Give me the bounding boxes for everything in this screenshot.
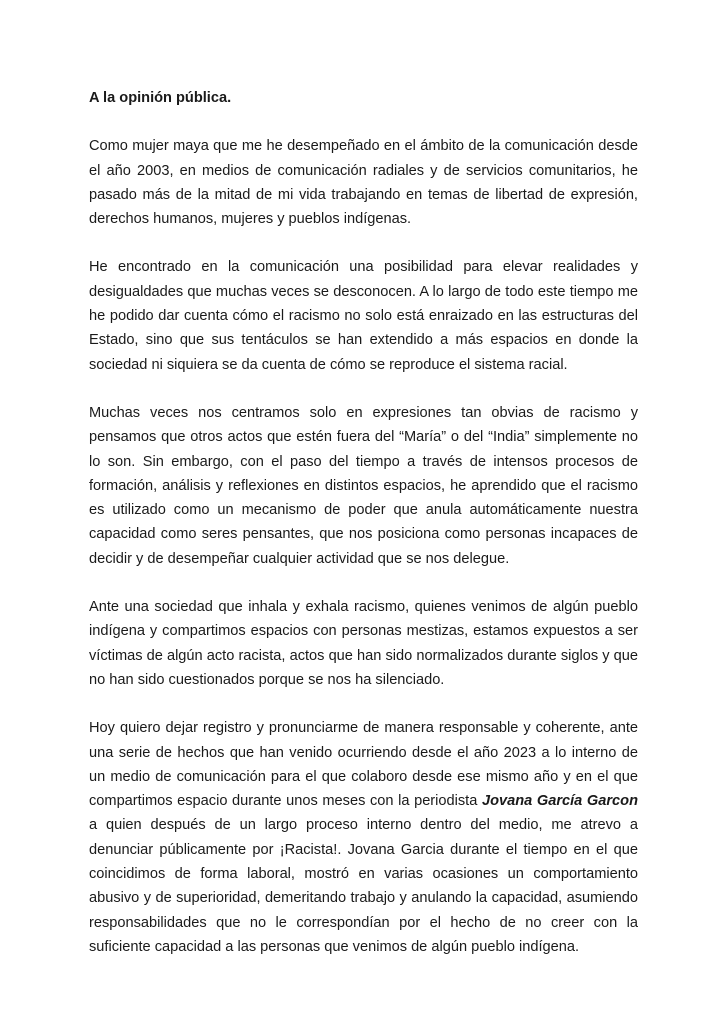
paragraph-2: He encontrado en la comunicación una posibilidad para elevar realidades y desigualdades que muchas veces se desconocen. A lo largo de todo este tiempo me he podido dar cuenta cómo el racismo no solo está enraizado en las estructuras del Estado, sino que sus tentáculos se han extendido a más espacios en donde la sociedad ni siquiera se da cuenta de cómo se reproduce el sistema racial. xyxy=(89,259,638,373)
paragraph-5-text-end: a quien después de un largo proceso interno dentro del medio, me atrevo a denunciar públicamente por ¡Racista!. Jovana Garcia durante el tiempo en el que coincidimos de forma laboral, mostró en varias ocasiones un comportamiento abusivo y de superioridad, demeritando trabajo y anulando la capacidad, asumiendo responsabilidades que no le correspondían por el hecho de no creer con la suficiente capacidad a las personas que venimos de algún pueblo indígena. xyxy=(89,817,638,955)
paragraph-4: Ante una sociedad que inhala y exhala racismo, quienes venimos de algún pueblo indígena y compartimos espacios con personas mestizas, estamos expuestos a ser víctimas de algún acto racista, actos que han sido normalizados durante siglos y que no han sido cuestionados porque se nos ha silenciado. xyxy=(89,599,638,688)
paragraph-5 xyxy=(89,716,638,959)
paragraph-1: Como mujer maya que me he desempeñado en el ámbito de la comunicación desde el año 2003, en medios de comunicación radiales y de servicios comunitarios, he pasado más de la mitad de mi vida trabajando en temas de libertad de expresión, derechos humanos, mujeres y pueblos indígenas. xyxy=(89,138,638,228)
letter-body xyxy=(89,86,638,959)
letter-heading: A la opinión pública. xyxy=(89,90,232,106)
paragraph-3: Muchas veces nos centramos solo en expresiones tan obvias de racismo y pensamos que otros actos que estén fuera del “María” o del “India” simplemente no lo son. Sin embargo, con el paso del tiempo a través de intensos procesos de formación, análisis y reflexiones en distintos espacios, he aprendido que el racismo es utilizado como un mecanismo de poder que anula automáticamente nuestra capacidad como seres pensantes, que nos posiciona como personas incapaces de decidir y de desempeñar cualquier actividad que se nos delegue. xyxy=(89,404,638,567)
paragraph-5-text-start: Hoy quiero dejar registro y pronunciarme de manera responsable y coherente, ante una serie de hechos que han venido ocurriendo desde el año 2023 a lo interno de un medio de comunicación para el que colaboro desde ese mismo año y en el que compartimos espacio durante unos meses con la periodista xyxy=(89,720,638,810)
journalist-name: Jovana García Garcon xyxy=(481,793,638,810)
